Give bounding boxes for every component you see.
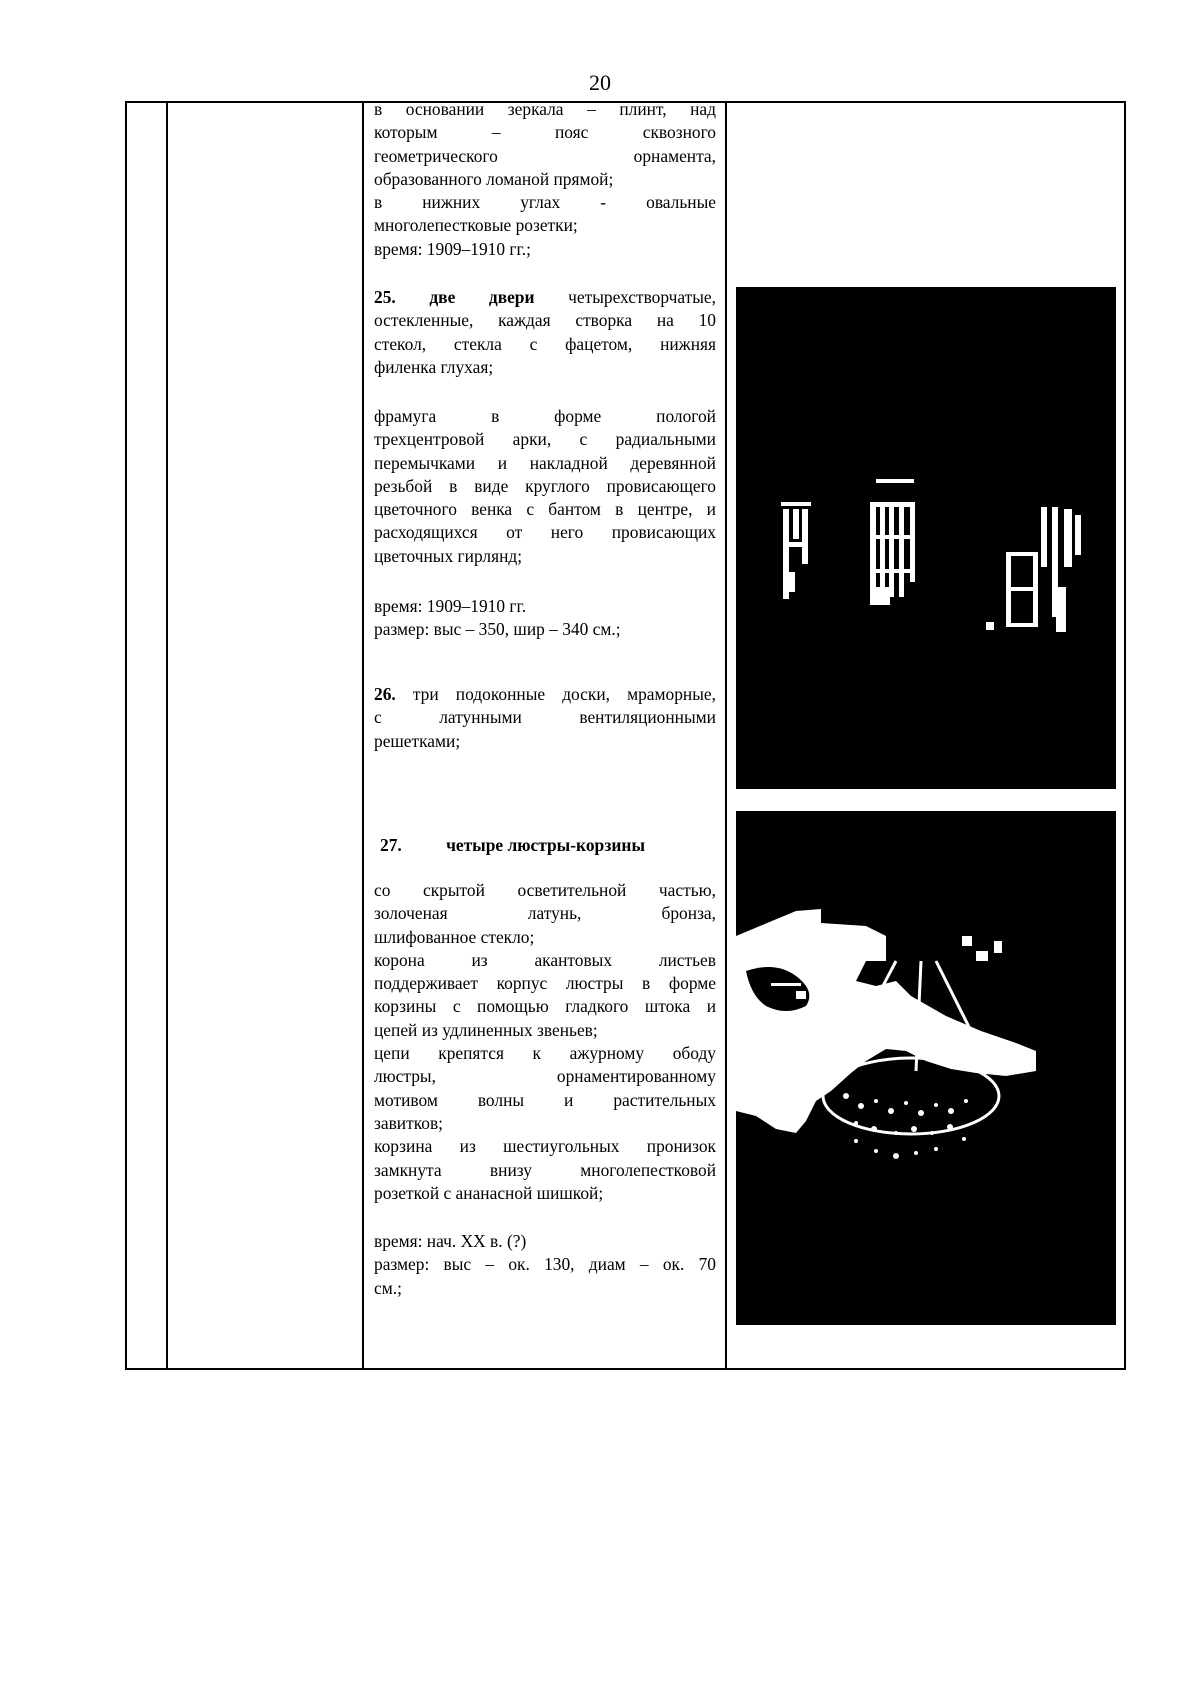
chandelier-photo — [736, 811, 1116, 1325]
column-divider — [362, 103, 364, 1368]
entry-size-cont: см.; — [374, 1277, 402, 1298]
text-line: расходящихся от него провисающих — [374, 522, 716, 543]
text-line: мотивом волны и растительных — [374, 1089, 716, 1110]
entry-time: время: нач. XX в. (?) — [374, 1231, 527, 1251]
doors-photo-image — [736, 287, 1116, 789]
text-line: решетками; — [374, 730, 461, 751]
text-line: в основании зеркала – плинт, над — [374, 99, 716, 119]
text-line: стекол, стекла с фацетом, нижняя — [374, 333, 716, 354]
text-line: цепей из удлиненных звеньев; — [374, 1019, 598, 1040]
text-line: многолепестковые розетки; — [374, 215, 578, 236]
text-line: со скрытой осветительной частью, — [374, 880, 716, 900]
text-line: с латунными вентиляционными — [374, 707, 716, 728]
column-divider — [725, 103, 727, 1368]
chandelier-photo-image — [736, 811, 1116, 1325]
inventory-table — [125, 101, 1126, 1370]
entry-number: 25. — [374, 287, 396, 307]
page-number: 20 — [589, 70, 611, 95]
text-line: которым – пояс сквозного — [374, 122, 716, 143]
text-line: резьбой в виде круглого провисающего — [374, 475, 716, 496]
entry-27-heading — [374, 834, 716, 857]
text-line: корзины с помощью гладкого штока и — [374, 996, 716, 1017]
text-line: геометрического орнамента, — [374, 145, 716, 166]
text-line: перемычками и накладной деревянной — [374, 452, 716, 473]
entry-25-transom — [374, 405, 716, 568]
text-line: фрамуга в форме пологой — [374, 406, 716, 426]
text-line: поддерживает корпус люстры в форме — [374, 973, 716, 994]
text-line: четырехстворчатые, — [568, 287, 716, 307]
entry-24-continuation — [374, 98, 716, 261]
text-line: в нижних углах - овальные — [374, 192, 716, 213]
text-line: остекленные, каждая створка на 10 — [374, 310, 716, 331]
text-line: три подоконные доски, мраморные, — [412, 684, 716, 704]
text-line: трехцентровой арки, с радиальными — [374, 429, 716, 450]
entry-size: размер: выс – ок. 130, диам – ок. 70 — [374, 1254, 716, 1275]
entry-27-details — [374, 1230, 716, 1300]
text-line: корона из акантовых листьев — [374, 949, 716, 970]
column-divider — [166, 103, 168, 1368]
entry-time: время: 1909–1910 гг. — [374, 596, 527, 616]
entry-number: 27. — [380, 835, 402, 855]
entry-title: четыре люстры-корзины — [446, 835, 646, 855]
text-line: цветочного венка с бантом в центре, и — [374, 499, 716, 520]
entry-number: 26. — [374, 684, 396, 704]
text-line: время: 1909–1910 гг.; — [374, 238, 531, 259]
text-line: завитков; — [374, 1112, 444, 1133]
text-line: золоченая латунь, бронза, — [374, 903, 716, 924]
text-line: шлифованное стекло; — [374, 926, 535, 947]
entry-size: размер: выс – 350, шир – 340 см.; — [374, 619, 621, 640]
text-line: розеткой с ананасной шишкой; — [374, 1182, 604, 1203]
entry-25 — [374, 286, 716, 379]
text-line: филенка глухая; — [374, 356, 494, 377]
entry-26 — [374, 683, 716, 753]
text-line: образованного ломаной прямой; — [374, 168, 614, 189]
text-line: люстры, орнаментированному — [374, 1066, 716, 1087]
text-line: замкнута внизу многолепестковой — [374, 1159, 716, 1180]
text-line: корзина из шестиугольных пронизок — [374, 1136, 716, 1157]
doors-photo — [736, 287, 1116, 789]
text-line: цветочных гирлянд; — [374, 545, 523, 566]
entry-title: две двери — [429, 287, 535, 307]
entry-25-details — [374, 595, 716, 642]
entry-27 — [374, 879, 716, 1205]
text-line: цепи крепятся к ажурному ободу — [374, 1043, 716, 1064]
